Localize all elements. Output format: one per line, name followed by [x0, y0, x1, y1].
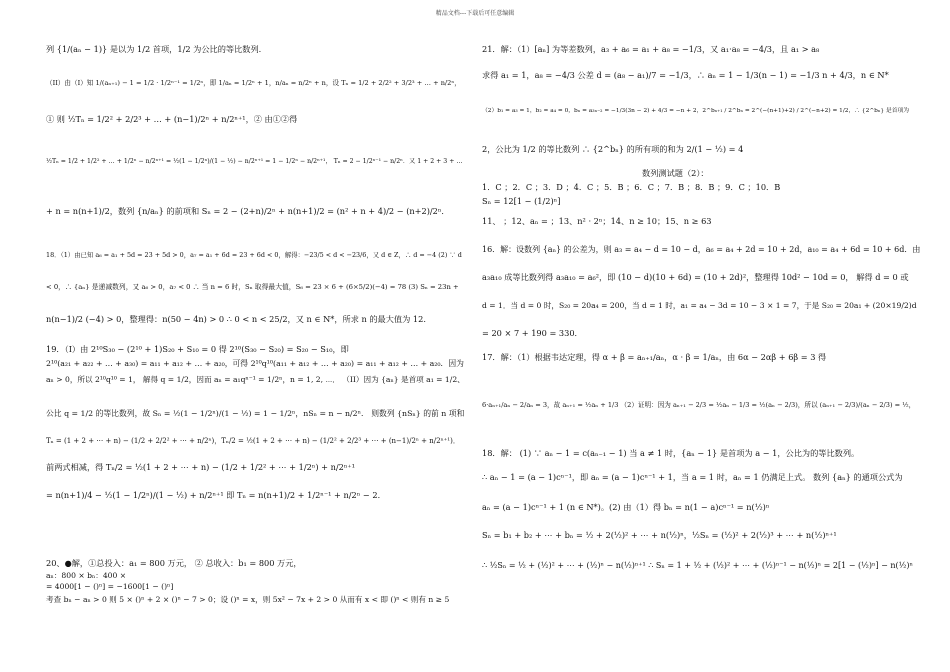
right-line: = 20 × 7 + 190 = 330． — [482, 328, 583, 338]
right-line: 2，公比为 1/2 的等比数列 ∴ {2^bₙ} 的所有项的和为 2/(1 − ½) = 4 — [482, 144, 744, 154]
right-line: 6·aₙ₊₁/aₙ − 2/aₙ = 3，故 aₙ₊₁ = ½aₙ + 1/3 （2）证明：因为 aₙ₊₁ − 2/3 = ½aₙ − 1/3 = ½(aₙ − 2/3)，所以 (aₙ₊₁ − 2/3)/(aₙ − 2/3) = ½， — [482, 401, 916, 409]
right-line: Sₙ = b₁ + b₂ + ⋯ + bₙ = ½ + 2(½)² + ⋯ + n(½)ⁿ，½Sₙ = (½)² + 2(½)³ + ⋯ + n(½)ⁿ⁺¹ — [482, 530, 837, 540]
left-line: 前两式相减，得 Tₙ/2 = ½(1 + 2 + ⋯ + n) − (1/2 + 1/2² + ⋯ + 1/2ⁿ) + n/2ⁿ⁺¹ — [46, 462, 355, 472]
left-line: ½Tₙ = 1/2 + 1/2² + … + 1/2ⁿ − n/2ⁿ⁺¹ = ½(1 − 1/2ⁿ)/(1 − ½) − n/2ⁿ⁺¹ = 1 − 1/2ⁿ − n/2ⁿ⁺¹， Tₙ = 2 − 1/2ⁿ⁻¹ − n/2ⁿ．又 1 + 2 + 3 + … — [46, 158, 463, 165]
left-line: 考查 bₙ − aₙ > 0 则 5 × ()ⁿ + 2 × ()ⁿ − 7 > 0；设 ()ⁿ = x，则 5x² − 7x + 2 > 0 从而有 x < 即 ()ⁿ < 则有 n ≥ 5 — [46, 595, 450, 604]
left-line: aₙ：800 × bₙ：400 × — [46, 571, 127, 580]
left-line: = 4000[1 − ()ⁿ] = −1600[1 − ()ⁿ] — [46, 582, 174, 591]
right-line: 17．解：（1）根据韦达定理，得 α + β = aₙ₊₁/aₙ，α · β = 1/aₙ，由 6α − 2αβ + 6β = 3 得 — [482, 352, 827, 362]
right-line: 21．解：（1）[aₙ] 为等差数列，a₃ + a₆ = a₁ + a₈ = −1/3，又 a₁·a₈ = −4/3，且 a₁ > a₈ — [482, 44, 820, 54]
right-line: （2）b₁ = a₃ = 1，b₂ = a₄ = 0，bₙ = a₃ₙ₋₂ = −1/3(3n − 2) + 4/3 = −n + 2，2^bₙ₊₁ / 2^bₙ = 2^(−(n+1)+2) / 2^(−n+2) = 1/2，∴ {2^bₙ} 是首项为 — [482, 108, 910, 114]
page-header: 精品文档---下载后可任意编辑 — [435, 10, 515, 17]
left-line: ① 则 ½Tₙ = 1/2² + 2/2³ + … + (n−1)/2ⁿ + n/2ⁿ⁺¹，② 由①②得 — [46, 114, 298, 124]
right-line: ∴ aₙ − 1 = (a − 1)cⁿ⁻¹，即 aₙ = (a − 1)cⁿ⁻¹ + 1，当 a = 1 时，aₙ = 1 仍满足上式。 数列 {aₙ} 的通项公式为 — [482, 472, 903, 482]
left-line: = n(n+1)/4 − ½(1 − 1/2ⁿ)/(1 − ½) + n/2ⁿ⁺¹ 即 Tₙ = n(n+1)/2 + 1/2ⁿ⁻¹ + n/2ⁿ − 2． — [46, 490, 386, 500]
left-line: + n = n(n+1)/2，数列 {n/aₙ} 的前项和 Sₙ = 2 − (2+n)/2ⁿ + n(n+1)/2 = (n² + n + 4)/2 − (n+2)/2ⁿ． — [46, 206, 450, 216]
right-line: d = 1．当 d = 0 时，S₂₀ = 20a₄ = 200，当 d = 1 时，a₁ = a₄ − 3d = 10 − 3 × 1 = 7，于是 S₂₀ = 20a₁ + (20×19/2)d — [482, 301, 917, 310]
right-line: ∴ ½Sₙ = ½ + (½)² + ⋯ + (½)ⁿ − n(½)ⁿ⁺¹ ∴ Sₙ = 1 + ½ + (½)² + ⋯ + (½)ⁿ⁻¹ − n(½)ⁿ = 2[1 − (½)ⁿ] − n(½)ⁿ — [482, 561, 913, 570]
left-line: 19．（I）由 2¹⁰S₃₀ − (2¹⁰ + 1)S₂₀ + S₁₀ = 0 得 2¹⁰(S₃₀ − S₂₀) = S₂₀ − S₁₀，即 — [46, 344, 349, 354]
right-line: 数列测试题（2）： — [642, 168, 709, 178]
right-line: 求得 a₁ = 1，a₈ = −4/3 公差 d = (a₈ − a₁)/7 = −1/3，∴ aₙ = 1 − 1/3(n − 1) = −1/3 n + 4/3，n ∈ N* — [482, 70, 889, 80]
left-line: 公比 q = 1/2 的等比数列，故 Sₙ = ½(1 − 1/2ⁿ)/(1 − ½) = 1 − 1/2ⁿ，nSₙ = n − n/2ⁿ． 则数列 {nSₙ} 的前 n 项和 — [46, 409, 465, 418]
left-line: （II）由（I）知 1/(aₙ₊₁) − 1 = 1/2 · 1/2ⁿ⁻¹ = 1/2ⁿ，即 1/aₙ = 1/2ⁿ + 1，n/aₙ = n/2ⁿ + n，设 Tₙ = 1/2 + 2/2² + 3/2³ + … + n/2ⁿ， — [46, 79, 461, 87]
left-line: < 0，∴ {aₙ} 是递减数列，又 a₆ > 0，a₇ < 0 ∴ 当 n = 6 时，Sₙ 取得最大值，S₆ = 23 × 6 + (6×5/2)(−4) = 78 (3) Sₙ = 23n + — [46, 283, 459, 291]
right-line: a₃a₁₀ 成等比数列得 a₃a₁₀ = a₆²，即 (10 − d)(10 + 6d) = (10 + 2d)²，整理得 10d² − 10d = 0， 解得 d = 0 或 — [482, 272, 909, 282]
right-line: aₙ = (a − 1)cⁿ⁻¹ + 1 (n ∈ N*)。(2) 由（1）得 bₙ = n(1 − a)cⁿ⁻¹ = n(½)ⁿ — [482, 502, 770, 512]
right-line: Sₙ = 12[1 − (1/2)ⁿ] — [482, 196, 561, 206]
right-line: 1．C ；2．C ；3．D ；4．C ；5．B ；6．C ；7．B ；8．B ；9．C ；10．B — [482, 182, 781, 192]
left-line: n(n−1)/2 (−4) > 0，整理得：n(50 − 4n) > 0 ∴ 0 < n < 25/2，又 n ∈ N*，所求 n 的最大值为 12. — [46, 314, 426, 324]
right-line: 16．解：设数列 {aₙ} 的公差为，则 a₃ = a₄ − d = 10 − d，a₆ = a₄ + 2d = 10 + 2d，a₁₀ = a₄ + 6d = 10 + 6d．由 — [482, 245, 921, 254]
left-line: 2¹⁰(a₂₁ + a₂₂ + … + a₃₀) = a₁₁ + a₁₂ + … + a₂₀，可得 2¹⁰q¹⁰(a₁₁ + a₁₂ + … + a₂₀) = a₁₁ + a₁₂ + … + a₂₀．因为 — [46, 359, 464, 368]
left-line: 列 {1/(aₙ − 1)} 是以为 1/2 首项，1/2 为公比的等比数列. — [46, 44, 262, 54]
right-line: 18．解： (1) ∵ aₙ − 1 = c(aₙ₋₁ − 1) 当 a ≠ 1 时，{aₙ − 1} 是首项为 a − 1，公比为的等比数列。 — [482, 448, 860, 458]
right-line: 11、 ；12、aₙ = ；13、n² · 2ⁿ；14、n ≥ 10；15、n ≥ 63 — [482, 216, 712, 226]
left-line: Tₙ = (1 + 2 + ⋯ + n) − (1/2 + 2/2² + ⋯ + n/2ⁿ)，Tₙ/2 = ½(1 + 2 + ⋯ + n) − (1/2² + 2/2³ + ⋯ + (n−1)/2ⁿ + n/2ⁿ⁺¹)． — [46, 437, 460, 445]
left-line: 18．（1）由已知 a₆ = a₁ + 5d = 23 + 5d > 0，a₇ = a₁ + 6d = 23 + 6d < 0，解得：−23/5 < d < −23/6，又 d ∈ Z，∴ d = −4 (2) ∵ d — [46, 251, 462, 259]
left-line: 20、●解，①总投入：a₁ = 800 万元， ② 总收入：b₁ = 800 万元， — [46, 558, 302, 568]
left-line: aₙ > 0，所以 2¹⁰q¹⁰ = 1， 解得 q = 1/2，因而 aₙ = a₁qⁿ⁻¹ = 1/2ⁿ，n = 1, 2, ⋯． （II）因为 {aₙ} 是首项 a₁ = 1/2、 — [46, 375, 465, 384]
